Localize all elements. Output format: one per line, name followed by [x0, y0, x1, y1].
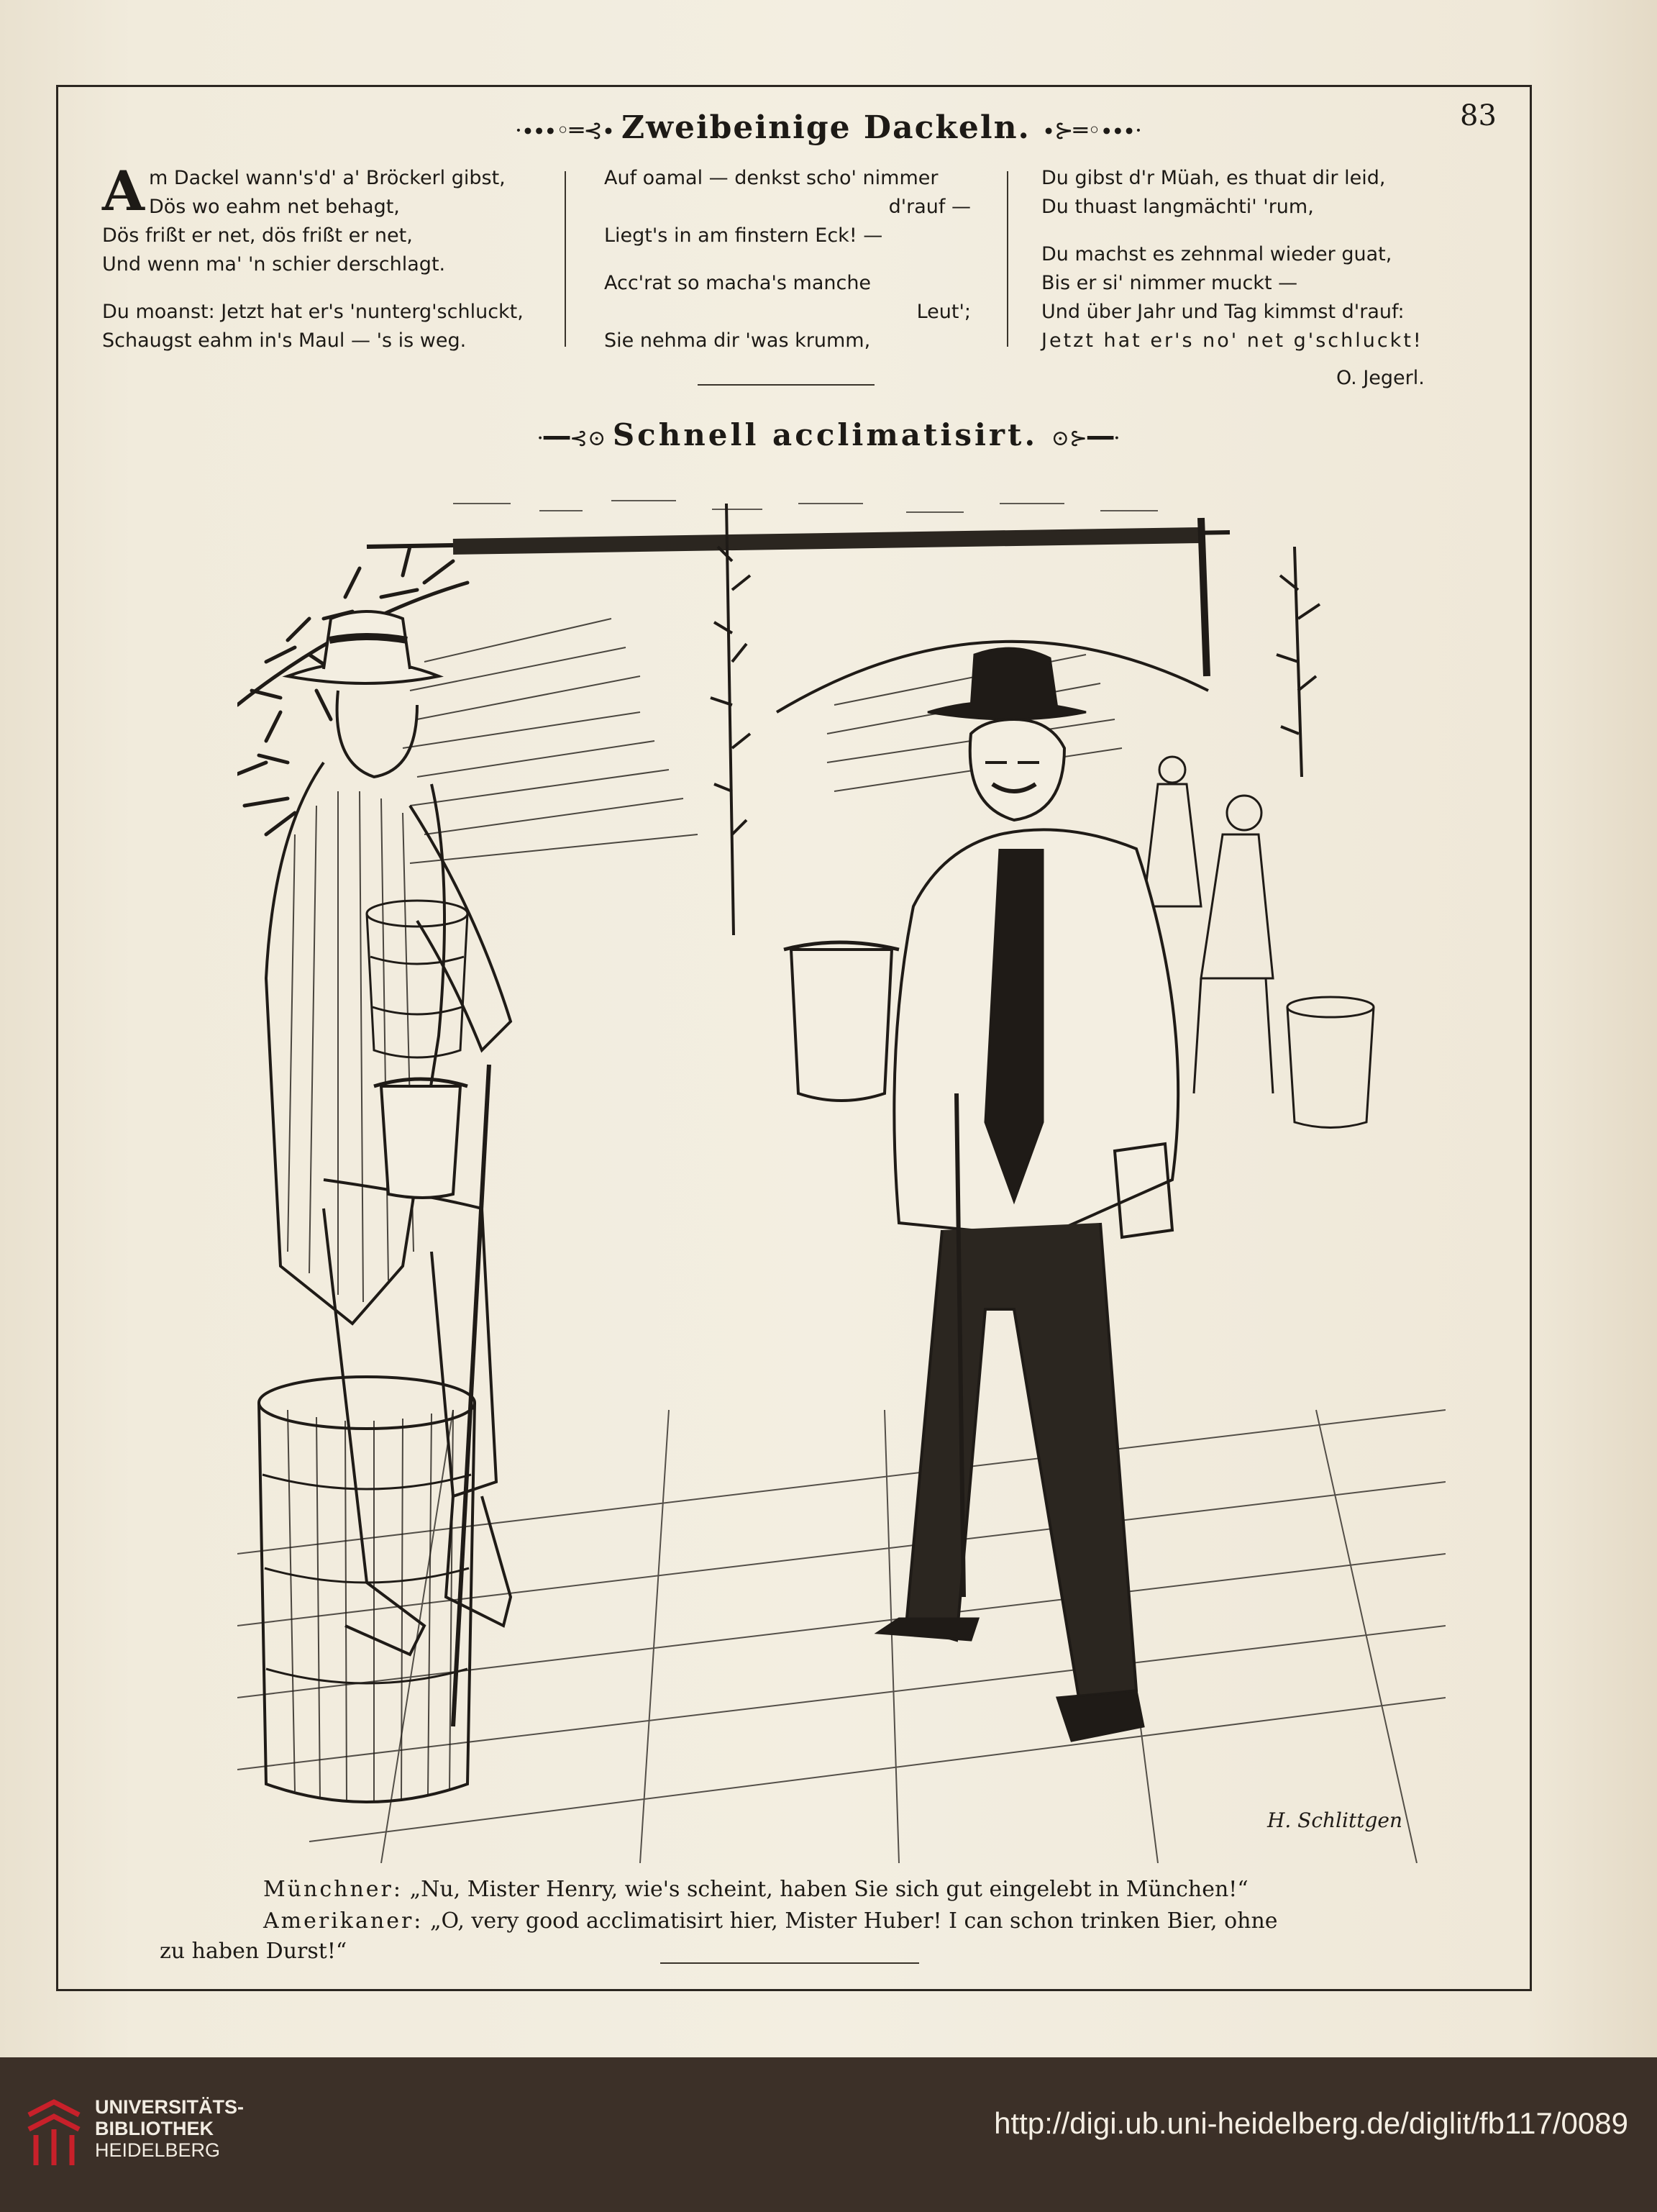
- artist-signature: H. Schlittgen: [1266, 1808, 1402, 1832]
- poem-line: Du thuast langmächti' 'rum,: [1041, 196, 1314, 218]
- rule-divider: [660, 1962, 919, 1964]
- poem-line: Du moanst: Jetzt hat er's 'nunterg'schluckt,: [102, 301, 524, 323]
- poem-column-3: [1041, 164, 1444, 355]
- poem-line: Leut';: [916, 301, 971, 323]
- poem-line: Du machst es zehnmal wieder guat,: [1041, 243, 1392, 265]
- library-logo-icon[interactable]: [22, 2093, 86, 2172]
- poem-author: O. Jegerl.: [1336, 367, 1425, 389]
- ornament-left: ·━━⊰⊙: [537, 426, 613, 451]
- page-number: 83: [1460, 99, 1497, 132]
- cartoon-illustration: [237, 475, 1446, 1863]
- poem-line: Acc'rat so macha's manche: [604, 272, 872, 294]
- poem-line: Schaugst eahm in's Maul — 's is weg.: [102, 329, 467, 352]
- column-divider: [1007, 171, 1008, 347]
- poem-line: Dös wo eahm net behagt,: [148, 196, 400, 218]
- poem-title: Zweibeinige Dackeln.: [621, 109, 1031, 146]
- poem-title-row: [0, 109, 1657, 146]
- poem-line: Bis er si' nimmer muckt —: [1041, 272, 1298, 294]
- ornament-right: ⊙⊱━━·: [1051, 426, 1120, 451]
- poem-line: Sie nehma dir 'was krumm,: [604, 329, 871, 352]
- library-name[interactable]: UNIVERSITÄTS- BIBLIOTHEK HEIDELBERG: [95, 2096, 245, 2161]
- poem-line: Jetzt hat er's no' net g'schluckt!: [1041, 329, 1423, 352]
- poem-line: Und wenn ma' 'n schier derschlagt.: [102, 253, 446, 276]
- cartoon-title-row: [0, 417, 1657, 452]
- caption-line-3: zu haben Durst!“: [160, 1939, 347, 1964]
- poem-line: Liegt's in am finstern Eck! —: [604, 224, 883, 247]
- poem-line: Am Dackel wann's'd' a' Bröckerl gibst,: [102, 159, 506, 223]
- poem-line: Und über Jahr und Tag kimmst d'rauf:: [1041, 301, 1405, 323]
- column-divider: [565, 171, 566, 347]
- caption-line-1: Münchner: „Nu, Mister Henry, wie's scheint, haben Sie sich gut eingelebt in München!“: [263, 1877, 1249, 1902]
- caption-line-2: Amerikaner: „O, very good acclimatisirt hier, Mister Huber! I can schon trinken Bier, ohne: [263, 1908, 1278, 1934]
- ornament-left: ·∙∙∙◦═⊰∙: [514, 117, 621, 144]
- drop-cap: A: [102, 159, 145, 223]
- cartoon-title: Schnell acclimatisirt.: [612, 417, 1039, 452]
- poem-line: Auf oamal — denkst scho' nimmer: [604, 167, 939, 189]
- poem-column-2: [604, 164, 971, 355]
- poem-line: d'rauf —: [888, 196, 971, 218]
- poem-line: Dös frißt er net, dös frißt er net,: [102, 224, 413, 247]
- document-url[interactable]: http://digi.ub.uni-heidelberg.de/diglit/fb117/0089: [994, 2106, 1628, 2140]
- poem-line: Du gibst d'r Müah, es thuat dir leid,: [1041, 167, 1386, 189]
- poem-column-1: [102, 159, 548, 355]
- rule-divider: [698, 384, 875, 386]
- ornament-right: ∙⊱═◦∙∙∙·: [1043, 117, 1143, 144]
- poem-first-letter: m: [148, 167, 168, 189]
